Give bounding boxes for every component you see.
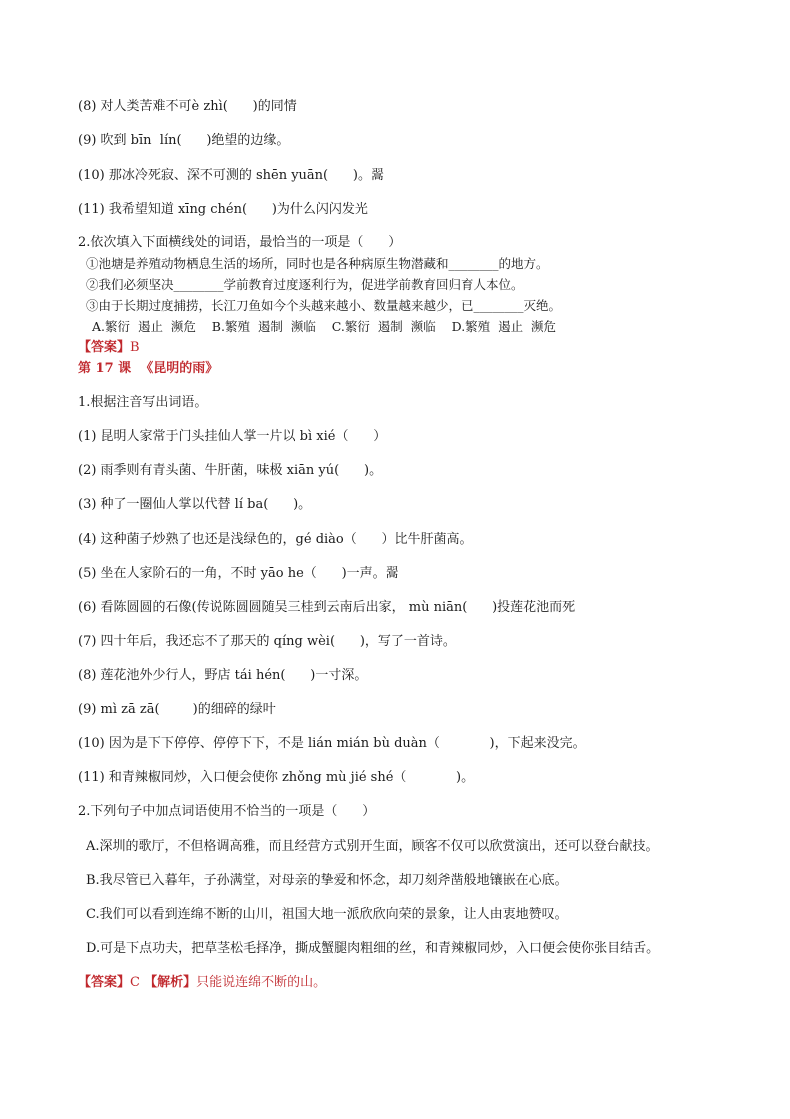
list-item: (6) 看陈圆圆的石像(传说陈圆圆随吴三桂到云南后出家， mù niān( )投莲花池而死	[78, 600, 576, 615]
question-sentence: ②我们必须坚决________学前教育过度逐利行为，促进学前教育回归育人本位。	[86, 277, 524, 292]
question-sentence: ③由于长期过度捕捞，长江刀鱼如今个头越来越小、数量越来越少，已________灭绝。	[86, 298, 562, 313]
analysis-text: 只能说连绵不断的山。	[196, 975, 327, 990]
list-item: (3) 种了一圈仙人掌以代替 lí ba( )。	[78, 497, 312, 512]
list-item: (4) 这种菌子炒熟了也还是浅绿色的，gé diào（ ）比牛肝菌高。	[78, 532, 473, 547]
question-stem: 2.下列句子中加点词语使用不恰当的一项是（ ）	[78, 804, 376, 819]
question-options: A.繁衍 遏止 濒危 B.繁殖 遏制 濒临 C.繁衍 遏制 濒临 D.繁殖 遏止 濒危	[92, 319, 557, 334]
list-item: (10) 那冰冷死寂、深不可测的 shēn yuān( )。翯	[78, 168, 384, 183]
answer-label: 【答案】	[78, 975, 131, 990]
list-item: (11) 和青辣椒同炒，入口便会使你 zhǒng mù jié shé（ )。	[78, 770, 475, 785]
list-item: (10) 因为是下下停停、停停下下，不是 lián mián bù duàn（ )，下起来没完。	[78, 736, 586, 751]
question-option: B.我尽管已入暮年，子孙满堂，对母亲的挚爱和怀念，却刀刻斧凿般地镶嵌在心底。	[86, 873, 568, 888]
lesson-title: 第 17 课 《昆明的雨》	[78, 361, 219, 376]
list-item: (7) 四十年后，我还忘不了那天的 qíng wèi( )，写了一首诗。	[78, 634, 456, 649]
list-item: (9) mì zā zā( )的细碎的绿叶	[78, 702, 276, 717]
answer-value: B	[130, 340, 140, 355]
question-option: D.可是下点功夫，把草茎松毛择净，撕成蟹腿肉粗细的丝，和青辣椒同炒，入口便会使你张目结舌。	[86, 941, 660, 956]
question-sentence: ①池塘是养殖动物栖息生活的场所，同时也是各种病原生物潜藏和________的地方。	[86, 256, 549, 271]
question-stem: 1.根据注音写出词语。	[78, 395, 208, 410]
answer-line	[78, 339, 140, 357]
list-item: (5) 坐在人家阶石的一角，不时 yāo he（ )一声。翯	[78, 566, 399, 581]
analysis-label: 【解析】	[144, 975, 197, 990]
list-item: (8) 莲花池外少行人，野店 tái hén( )一寸深。	[78, 668, 368, 683]
list-item: (2) 雨季则有青头菌、牛肝菌，味极 xiān yú( )。	[78, 463, 383, 478]
question-option: A.深圳的歌厅，不但格调高雅，而且经营方式别开生面，顾客不仅可以欣赏演出，还可以登台献技。	[86, 839, 659, 854]
question-option: C.我们可以看到连绵不断的山川，祖国大地一派欣欣向荣的景象，让人由衷地赞叹。	[86, 907, 568, 922]
answer-line	[78, 974, 326, 992]
list-item: (9) 吹到 bīn lín( )绝望的边缘。	[78, 133, 290, 148]
list-item: (11) 我希望知道 xīng chén( )为什么闪闪发光	[78, 202, 368, 217]
list-item: (8) 对人类苦难不可è zhì( )的同情	[78, 99, 297, 114]
answer-value: C	[130, 975, 140, 990]
question-stem: 2.依次填入下面横线处的词语，最恰当的一项是（ ）	[78, 235, 402, 250]
list-item: (1) 昆明人家常于门头挂仙人掌一片以 bì xié（ ）	[78, 429, 387, 444]
answer-label: 【答案】	[78, 340, 131, 355]
